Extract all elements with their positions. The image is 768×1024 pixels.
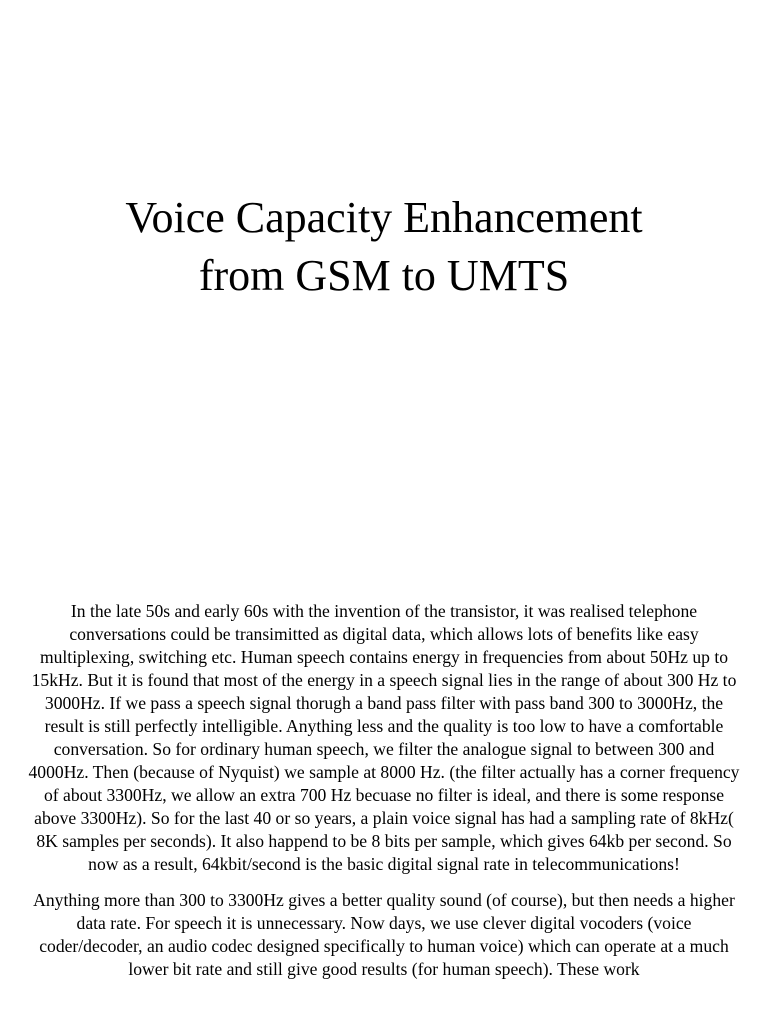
- paragraph-2: Anything more than 300 to 3300Hz gives a better quality sound (of course), but then needs a higher data rate. For speech it is unnecessary. Now days, we use clever digital vocoders (voice coder/decoder, an audio codec designed specifically to human voice) which can operate at a much lower bit rate and still give good results (for human speech). These work: [33, 890, 735, 979]
- page-title: [0, 189, 768, 305]
- paragraph-1: In the late 50s and early 60s with the invention of the transistor, it was realised telephone conversations could be transimitted as digital data, which allows lots of benefits like easy multiplexing, switching etc. Human speech contains energy in frequencies from about 50Hz up to 15kHz. But it is found that most of the energy in a speech signal lies in the range of about 300 Hz to 3000Hz. If we pass a speech signal thorugh a band pass filter with pass band 300 to 3000Hz, the result is still perfectly intelligible. Anything less and the quality is too low to have a comfortable conversation. So for ordinary human speech, we filter the analogue signal to between 300 and 4000Hz. Then (because of Nyquist) we sample at 8000 Hz. (the filter actually has a corner frequency of about 3300Hz, we allow an extra 700 Hz becuase no filter is ideal, and there is some response above 3300Hz). So for the last 40 or so years, a plain voice signal has had a sampling rate of 8kHz( 8K samples per seconds). It also happend to be 8 bits per sample, which gives 64kb per second. So now as a result, 64kbit/second is the basic digital signal rate in telecommunications!: [28, 601, 740, 874]
- title-line-1: Voice Capacity Enhancement: [125, 193, 643, 242]
- body-text: [28, 600, 740, 994]
- title-line-2: from GSM to UMTS: [198, 251, 570, 300]
